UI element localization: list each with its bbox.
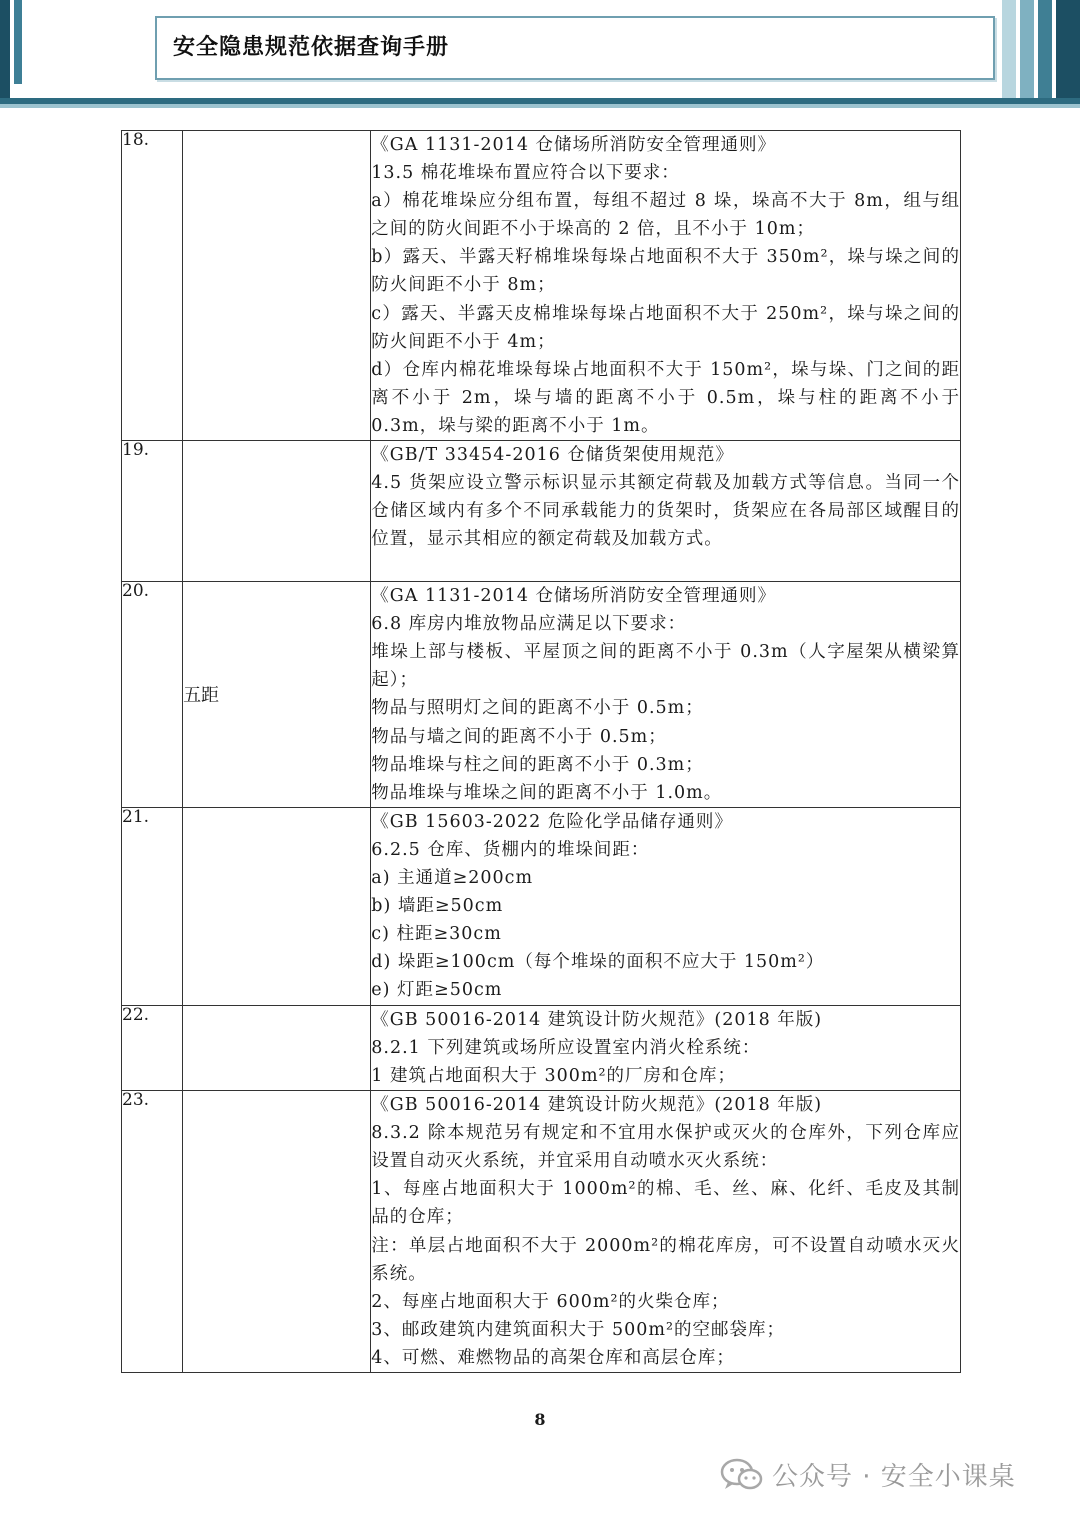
- watermark-text: 公众号 · 安全小课桌: [772, 1462, 1016, 1492]
- row-line: 1、每座占地面积大于 1000m²的棉、毛、丝、麻、化纤、毛皮及其制品的仓库；: [371, 1179, 960, 1228]
- table-row: [122, 441, 961, 582]
- row-line: 6.2.5 仓库、货棚内的堆垛间距：: [371, 839, 650, 860]
- row-line: 《GB 50016-2014 建筑设计防火规范》(2018 年版): [371, 1095, 823, 1116]
- row-line: 《GA 1131-2014 仓储场所消防安全管理通则》: [371, 135, 777, 155]
- row-category: [183, 441, 371, 582]
- row-line: 物品与照明灯之间的距离不小于 0.5m；: [371, 698, 704, 719]
- row-line: 物品堆垛与柱之间的距离不小于 0.3m；: [371, 754, 704, 775]
- row-category: [183, 807, 371, 1005]
- watermark: [720, 1456, 1016, 1493]
- row-line: 4.5 货架应设立警示标识显示其额定荷载及加载方式等信息。当同一个仓储区域内有多个不同承载能力的货架时，货架应在各局部区域醒目的位置，显示其相应的额定荷载及加载方式。: [371, 473, 960, 550]
- row-line: a) 主通道≥200cm: [371, 867, 534, 888]
- wechat-icon: [720, 1458, 764, 1492]
- row-line: 《GB/T 33454-2016 仓储货架使用规范》: [371, 445, 734, 466]
- row-line: 《GB 15603-2022 危险化学品储存通则》: [371, 811, 733, 832]
- row-line: d）仓库内棉花堆垛每垛占地面积不大于 150m²，垛与垛、门之间的距离不小于 2m，垛与墙的距离不小于 0.5m，垛与柱的距离不小于 0.3m，垛与梁的距离不小于 1m。: [371, 359, 960, 436]
- row-category: [183, 1005, 371, 1090]
- row-line: 2、每座占地面积大于 600m²的火柴仓库；: [371, 1291, 730, 1312]
- row-line: a）棉花堆垛应分组布置，每组不超过 8 垛，垛高不大于 8m，组与组之间的防火间距不小于垛高的 2 倍，且不小于 10m；: [371, 191, 960, 240]
- header-stripe: [0, 0, 10, 98]
- row-line: 3、邮政建筑内建筑面积大于 500m²的空邮袋库；: [371, 1319, 785, 1340]
- header-stripe: [1020, 0, 1034, 102]
- row-number: 23.: [122, 1091, 183, 1373]
- row-category: 五距: [183, 582, 371, 808]
- row-line: c）露天、半露天皮棉堆垛每垛占地面积不大于 250m²，垛与垛之间的防火间距不小于 4m；: [371, 303, 960, 352]
- regulation-table: [121, 130, 961, 1373]
- header-stripe: [1056, 0, 1080, 102]
- row-line: 8.2.1 下列建筑或场所应设置室内消火栓系统：: [371, 1037, 761, 1058]
- header-stripe: [1002, 0, 1016, 102]
- row-number: 18.: [122, 131, 183, 441]
- row-line: e) 灯距≥50cm: [371, 980, 503, 1001]
- row-line: b）露天、半露天籽棉堆垛每垛占地面积不大于 350m²，垛与垛之间的防火间距不小于 8m；: [371, 247, 960, 296]
- row-number: 21.: [122, 807, 183, 1005]
- row-line: 物品堆垛与堆垛之间的距离不小于 1.0m。: [371, 782, 723, 803]
- row-content: [371, 131, 961, 441]
- row-line: 注：单层占地面积不大于 2000m²的棉花库房，可不设置自动喷水灭火系统。: [371, 1235, 960, 1284]
- row-category: [183, 131, 371, 441]
- row-line: 《GB 50016-2014 建筑设计防火规范》(2018 年版): [371, 1009, 823, 1030]
- row-content: [371, 1005, 961, 1090]
- table-row: [122, 582, 961, 808]
- row-number: 20.: [122, 582, 183, 808]
- row-line: 4、可燃、难燃物品的高架仓库和高层仓库；: [371, 1347, 735, 1368]
- table-row: [122, 1005, 961, 1090]
- row-line: 13.5 棉花堆垛布置应符合以下要求：: [371, 163, 680, 184]
- page-title: 安全隐患规范依据查询手册: [173, 35, 450, 60]
- row-content: [371, 441, 961, 582]
- row-line: 物品与墙之间的距离不小于 0.5m；: [371, 726, 667, 747]
- row-content: [371, 1091, 961, 1373]
- row-line: c) 柱距≥30cm: [371, 924, 502, 945]
- table-row: [122, 1091, 961, 1373]
- page-number: 8: [534, 1410, 546, 1429]
- row-line: b) 墙距≥50cm: [371, 896, 504, 917]
- table-row: [122, 807, 961, 1005]
- row-category: [183, 1091, 371, 1373]
- row-line: 《GA 1131-2014 仓储场所消防安全管理通则》: [371, 586, 777, 607]
- row-number: 22.: [122, 1005, 183, 1090]
- header-stripe: [14, 0, 22, 84]
- header-rule: [0, 98, 1080, 108]
- row-content: [371, 582, 961, 808]
- row-line: 堆垛上部与楼板、平屋顶之间的距离不小于 0.3m（人字屋架从横梁算起）；: [371, 642, 960, 691]
- row-line: 8.3.2 除本规范另有规定和不宜用水保护或灭火的仓库外，下列仓库应设置自动灭火系统，并宜采用自动喷水灭火系统：: [371, 1123, 960, 1172]
- row-line: 1 建筑占地面积大于 300m²的厂房和仓库；: [371, 1065, 737, 1086]
- row-number: 19.: [122, 441, 183, 582]
- row-line: 6.8 库房内堆放物品应满足以下要求：: [371, 614, 687, 635]
- header-title-box: [155, 16, 995, 80]
- table-row: [122, 131, 961, 441]
- row-content: [371, 807, 961, 1005]
- row-line: d) 垛距≥100cm（每个堆垛的面积不应大于 150m²）: [371, 952, 825, 973]
- header-stripe: [1038, 0, 1052, 102]
